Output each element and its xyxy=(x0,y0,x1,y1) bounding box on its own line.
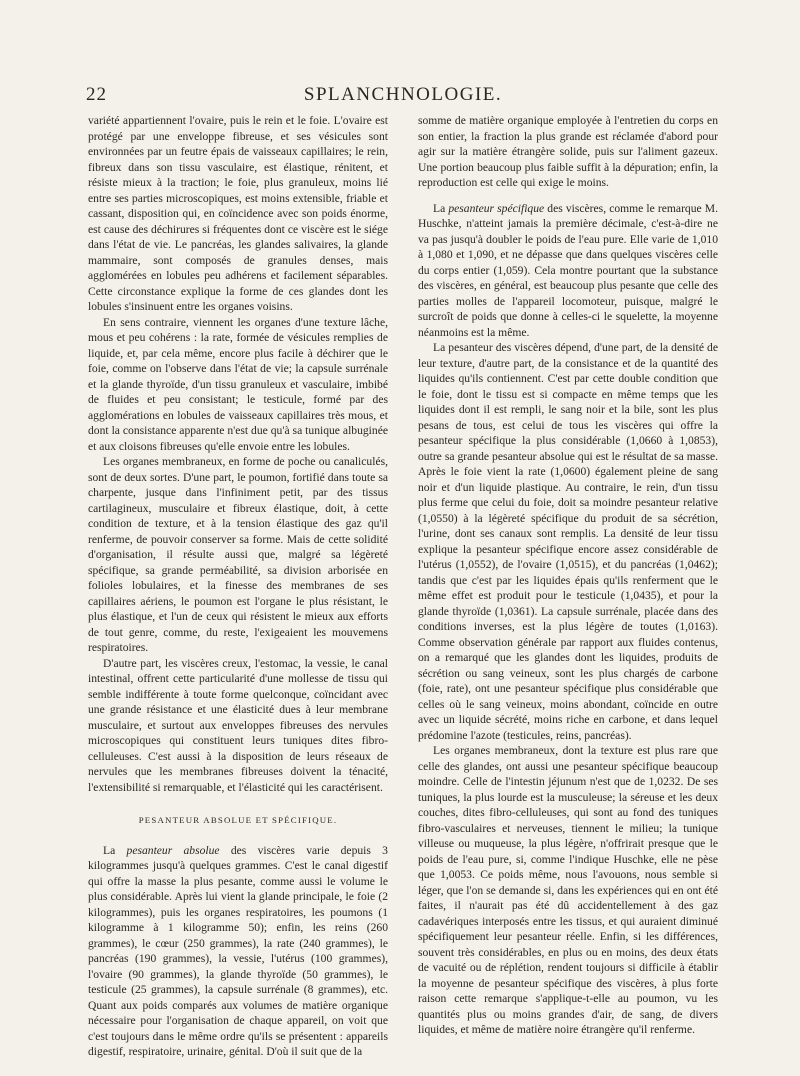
paragraph: somme de matière organique employée à l'entretien du corps en son entier, la fraction la plus grande est réclamée d'abord pour agir sur la matière étrangère solide, puis sur l'aliment gazeux. Une portion beaucoup plus faible suffit à la dépuration; enfin, la reproduction est celle qui exige le moins. xyxy=(418,114,718,189)
page-number: 22 xyxy=(86,84,107,105)
paragraph-lead: La xyxy=(433,201,446,215)
paragraph xyxy=(418,201,718,341)
paragraph: Les organes membraneux, en forme de poche ou canaliculés, sont de deux sortes. D'une part, le poumon, fortifié dans toute sa charpente, jusque dans l'infiniment petit, par des tissus cartilagineux, musculaire et fibreux élastique, doit, à cette condition de texture, et à la tension élastique des gaz qu'il renferme, de pouvoir conserver sa forme. Mais de cette solidité d'organisation, il résulte aussi que, malgré sa légèreté spécifique, sa grande perméabilité, sa division arborisée en folioles lobulaires, et la finesse des membranes de ses capillaires aériens, le poumon est l'organe le plus résistant, le plus élastique, et l'un de ceux qui résistent le mieux aux efforts de tout genre, comme, du reste, l'exigeaient les mouvemens respiratoires. xyxy=(88,455,388,654)
paragraph-text: des viscères, comme le remarque M. Huschke, n'atteint jamais la première décimale, c'est-à-dire ne va pas jusqu'à doubler le poids de l'eau pure. Elle varie de 1,010 à 1,080 et 1,090, et ne dépasse que dans quelques viscères celle du corps entier (1,059). Cela montre pourtant que la substance des viscères, en général, est beaucoup plus pesante que celle des parties molles de l'appareil locomoteur, puisque, malgré le surcroît de poids que donne à celles-ci le squelette, la moyenne néanmoins est la même. xyxy=(418,201,718,339)
paragraph-text: des viscères varie depuis 3 kilogrammes jusqu'à quelques grammes. C'est le canal digestif qui offre la masse la plus pesante, comme aussi le volume le plus considérable. Après lui vient la glande principale, le foie (2 kilogrammes), puis les organes respiratoires, les poumons (1 kilogramme à 1 kilogramme 50); enfin, les reins (260 grammes), le cœur (250 grammes), la rate (240 grammes), le pancréas (190 grammes), la vessie, l'utérus (100 grammes), l'ovaire (90 grammes), la glande thyroïde (50 grammes), le testicule (25 grammes), la capsule surrénale (8 grammes), etc. Quant aux poids comparés aux volumes de matière organique nécessaire pour l'organisation de chaque appareil, on voit que c'est toujours dans le même ordre qu'ils se présentent : appareils digestif, respiratoire, urinaire, génital. D'où il suit que de la xyxy=(88,843,388,1058)
paragraph: variété appartiennent l'ovaire, puis le rein et le foie. L'ovaire est protégé par une enveloppe fibreuse, et ses vésicules sont environnées par un feutre épais de vaisseaux capillaires; le rein, fibreux dans son tissu vasculaire, est élastique, rénitent, et résiste mieux à la traction; le foie, plus granuleux, moins lié entre ses parties microscopiques, est moins extensible, friable et cassant, disposition qui, en coïncidence avec son poids énorme, est cause des déchirures si fréquentes dont ce viscère est le siége dans l'état de vie. Le pancréas, les glandes salivaires, la glande mammaire, sont composés de granules denses, mais agglomérées en lobules peu adhérens et facilement séparables. Cette circonstance explique la forme de ces glandes dont les lobules s'insinuent entre les organes voisins. xyxy=(88,114,388,313)
paragraph-lead: La xyxy=(103,843,116,857)
right-column xyxy=(418,113,718,1038)
paragraph: D'autre part, les viscères creux, l'estomac, la vessie, le canal intestinal, offrent cette particularité d'une mollesse de tissu qui semble indifférente à toute forme quelconque, coïncidant avec une grande résistance et une élasticité dues à leur membrane musculaire, et surtout aux enveloppes fibreuses des nervules microscopiques qui constituent leurs tuniques dites fibro-celluleuses. C'est aussi à la disposition de leurs réseaux de nervules que les membranes fibreuses doivent la ténacité, l'extensibilité si remarquable, et l'élasticité qui les caractérisent. xyxy=(88,656,388,794)
running-title: SPLANCHNOLOGIE. xyxy=(303,84,503,105)
paragraph xyxy=(88,843,388,1060)
emphasized-term: pesanteur spécifique xyxy=(448,201,545,215)
paragraph: En sens contraire, viennent les organes d'une texture lâche, mous et peu cohérens : la rate, formée de vésicules remplies de liquide, et, par cela même, encore plus facile à déchirer que le foie, comme on l'observe dans l'état de vie; la capsule surrénale et la glande thyroïde, d'un tissu granuleux et vasculaire, imbibé de fluides et peu consistant; le testicule, formé par des agglomérations en lobules de vaisseaux capillaires très mous, et dont la consistance apparente n'est due qu'à sa tunique albuginée et aux cloisons fibreuses qu'elle envoie entre les lobules. xyxy=(88,315,388,453)
paragraph: Les organes membraneux, dont la texture est plus rare que celle des glandes, ont aussi une pesanteur spécifique beaucoup moindre. Celle de l'intestin jéjunum n'est que de 1,0232. De ses tuniques, la plus lourde est la musculeuse; la séreuse et les deux couches, dites fibro-celluleuses, qui sont au fond des tuniques fibro-vasculaires et nerveuses, tiennent le milieu; la tunique villeuse ou muqueuse, la plus légère, n'offrirait presque que le poids de l'eau pure, si, comme l'indique Huschke, elle ne pèse que 1,0053. Ce poids même, nous l'avouons, nous semble si léger, que l'on se demande si, dans les expériences qui en ont été faites, il n'aurait pas été dû accidentellement à des gaz cadavériques interposés entre les tissus, et qui auraient diminué spécifiquement leur pesanteur réelle. Enfin, si les différences, souvent très considérables, en plus ou en moins, des deux états de vacuité ou de réplétion, rendent toujours si difficile à établir la moyenne de pesanteur spécifique des viscères, à plus forte raison cette remarque s'applique-t-elle au poumon, vu les quantités plus ou moins grandes d'air, de sang, de divers liquides, et même de matière noire étrangère qu'il renferme. xyxy=(418,744,718,1036)
paragraph: La pesanteur des viscères dépend, d'une part, de la densité de leur texture, d'autre part, de la consistance et de la quantité des liquides qu'ils contiennent. C'est par cette double condition que le foie, dont le tissu est si compacte en même temps que les liquides dont il est rempli, le sang noir et la bile, sont les plus pesans de tous, est celui de tous les viscères qui offre la pesanteur spécifique la plus considérable (1,0660 à 1,0853), outre sa grande pesanteur absolue qui est le résultat de sa masse. Après le foie vient la rate (1,0600) également pleine de sang noir et d'un liquide plastique. Au contraire, le rein, d'un tissu plus ferme que celui du foie, doit sa moindre pesanteur relative (1,0550) à la légèreté spécifique du produit de sa sécrétion, l'urine, dont ses canaux sont remplis. La densité de leur tissu explique la pesanteur spécifique encore assez considérable de l'utérus (1,0552), de l'ovaire (1,0515), et du pancréas (1,0462); tandis que c'est par les liquides épais qu'ils renferment que le même effet est produit pour le testicule (1,0435), et pour la glande thyroïde (1,0361). La capsule surrénale, placée dans des conditions inverses, est la plus légère de toutes (1,0163). Comme observation générale par rapport aux fluides contenus, on a remarqué que les glandes dont les liquides, produits de sécrétion ou sang veineux, sont les plus chargés de carbone (foie, rate), ont une pesanteur spécifique plus considérable que celles où le sang veineux, moins abondant, coïncide en outre avec un liquide sécrété, moins riche en carbone, et dans lequel prédomine l'azote (testicules, reins, pancréas). xyxy=(418,341,718,742)
emphasized-term: pesanteur absolue xyxy=(126,843,220,857)
left-column xyxy=(88,113,388,1060)
section-title: PESANTEUR ABSOLUE ET SPÉCIFIQUE. xyxy=(138,815,338,825)
page-header xyxy=(86,84,720,110)
